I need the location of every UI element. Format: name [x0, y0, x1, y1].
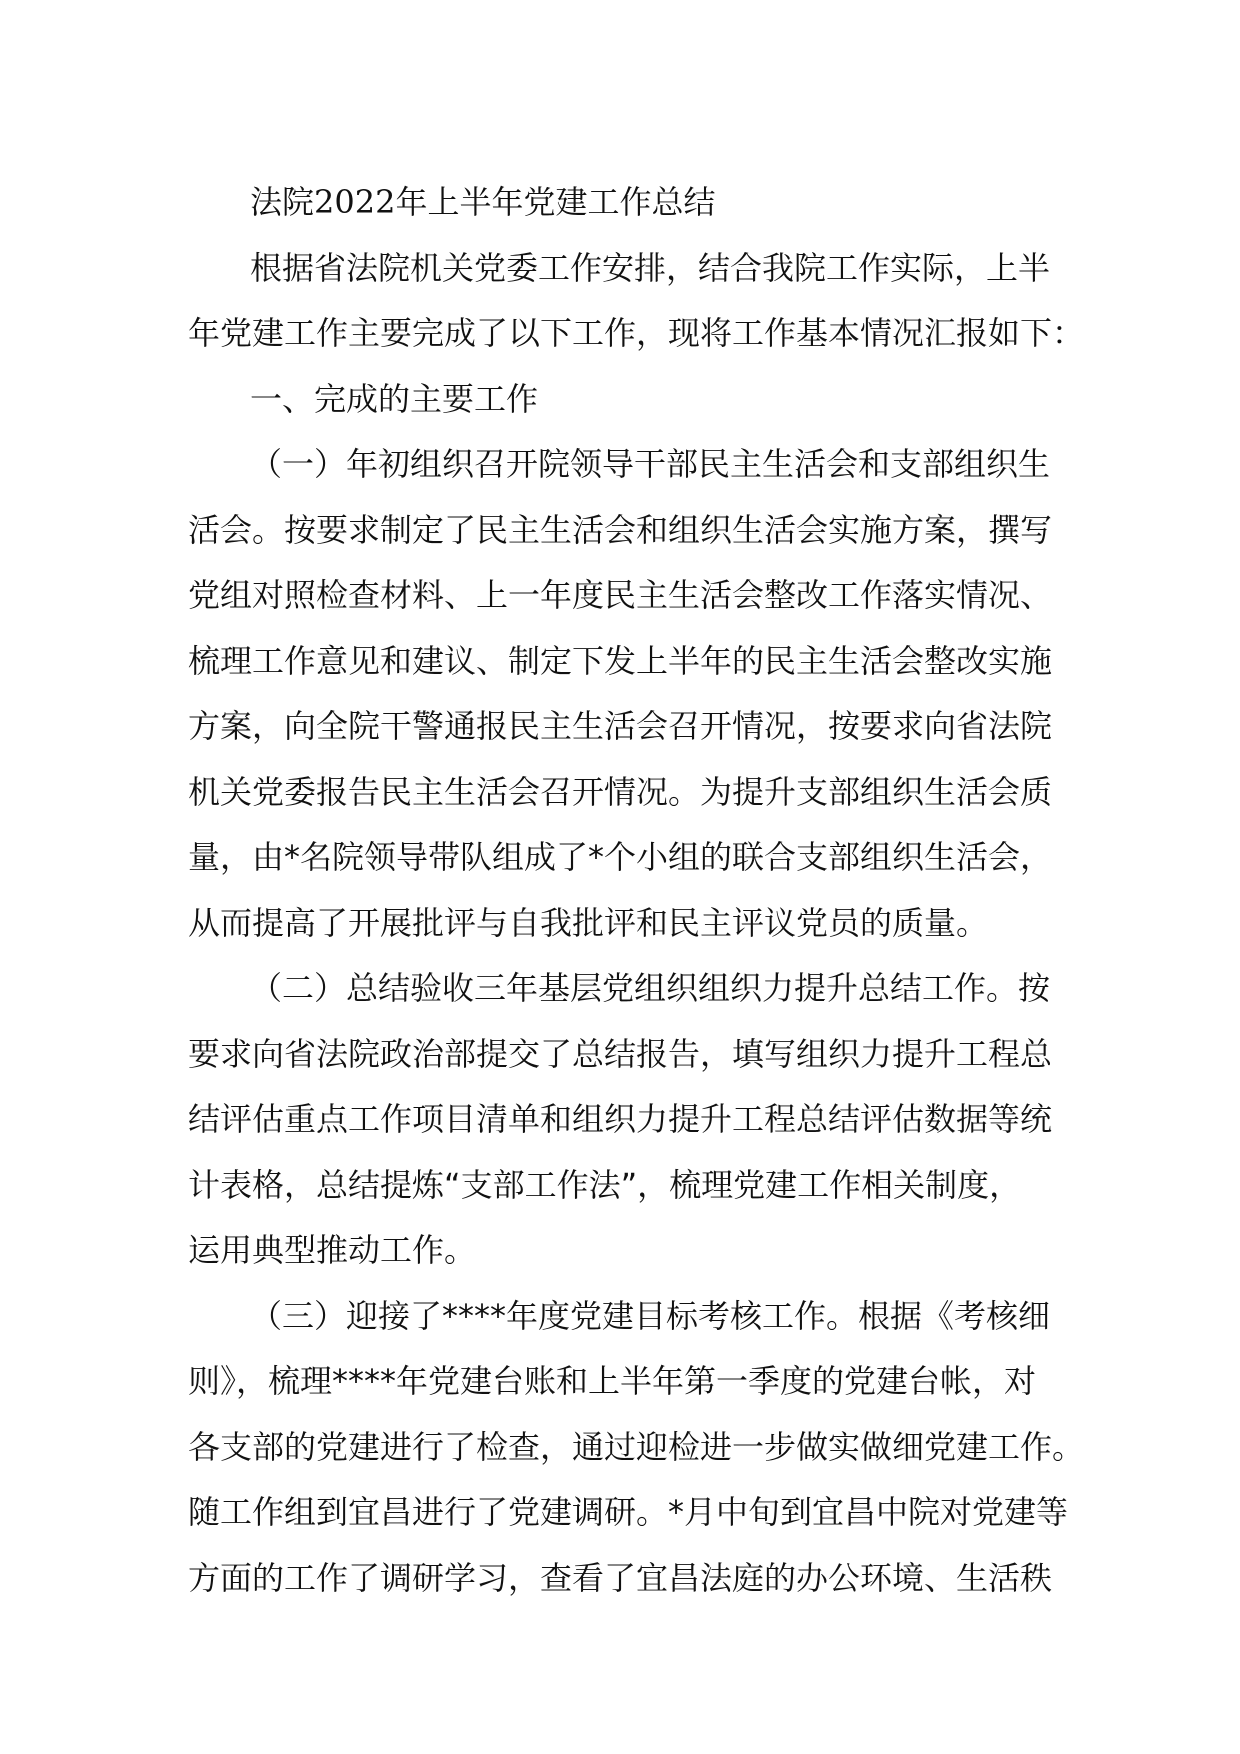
text-line: 方面的工作了调研学习，查看了宜昌法庭的办公环境、生活秩: [188, 1558, 1053, 1597]
text-line: 梳理工作意见和建议、制定下发上半年的民主生活会整改实施: [188, 641, 1053, 680]
text-line: （一）年初组织召开院领导干部民主生活会和支部组织生: [250, 445, 1051, 483]
text-line: 运用典型推动工作。: [188, 1231, 477, 1269]
text-line: 根据省法院机关党委工作安排，结合我院工作实际，上半: [250, 248, 1051, 287]
document-body: [188, 170, 1085, 1611]
text-line: 随工作组到宜昌进行了党建调研。*月中旬到宜昌中院对党建等: [188, 1493, 1069, 1531]
text-line: 机关党委报告民主生活会召开情况。为提升支部组织生活会质: [188, 772, 1053, 811]
text-line: 则》，梳理****年党建台账和上半年第一季度的党建台帐，对: [188, 1362, 1037, 1400]
text-line: 各支部的党建进行了检查，通过迎检进一步做实做细党建工作。: [188, 1427, 1085, 1466]
text-line: 活会。按要求制定了民主生活会和组织生活会实施方案，撰写: [188, 510, 1053, 549]
section-heading: 一、完成的主要工作: [250, 379, 539, 418]
text-line: 党组对照检查材料、上一年度民主生活会整改工作落实情况、: [188, 576, 1053, 614]
text-line: 年党建工作主要完成了以下工作，现将工作基本情况汇报如下：: [188, 314, 1085, 352]
text-line: 计表格，总结提炼“支部工作法”，梳理党建工作相关制度，: [188, 1165, 1022, 1204]
document-title: 法院2022年上半年党建工作总结: [250, 183, 716, 221]
text-line: （二）总结验收三年基层党组织组织力提升总结工作。按: [250, 969, 1051, 1007]
text-line: 量，由*名院领导带队组成了*个小组的联合支部组织生活会，: [188, 838, 1053, 876]
text-line: （三）迎接了****年度党建目标考核工作。根据《考核细: [250, 1296, 1051, 1335]
text-line: 方案，向全院干警通报民主生活会召开情况，按要求向省法院: [188, 707, 1053, 745]
text-line: 从而提高了开展批评与自我批评和民主评议党员的质量。: [188, 903, 989, 942]
text-line: 要求向省法院政治部提交了总结报告，填写组织力提升工程总: [188, 1034, 1053, 1073]
text-line: 结评估重点工作项目清单和组织力提升工程总结评估数据等统: [188, 1100, 1053, 1138]
